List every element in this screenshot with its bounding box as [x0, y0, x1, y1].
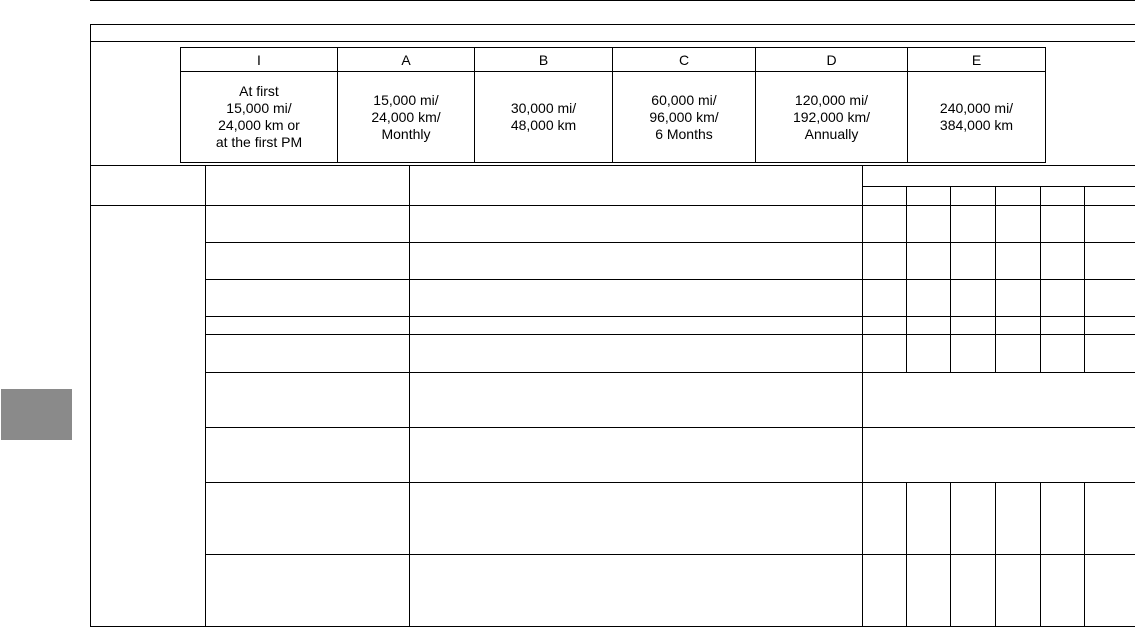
schedule-column-divider [1084, 482, 1085, 627]
top-rule [90, 0, 1135, 1]
column-divider [409, 165, 410, 627]
schedule-column-divider [906, 482, 907, 627]
schedule-column-divider [950, 482, 951, 627]
section-tab [1, 389, 72, 440]
schedule-column-divider [995, 482, 996, 627]
column-divider [205, 165, 206, 627]
legend-code-d: D [826, 51, 837, 68]
legend-interval-a: 15,000 mi/ 24,000 km/ Monthly [371, 91, 441, 142]
legend-code-a: A [401, 51, 411, 68]
legend-code-e: E [971, 51, 982, 68]
legend-bottom-divider [91, 165, 1135, 166]
schedule-legend [180, 47, 1046, 163]
legend-interval-e: 240,000 mi/ 384,000 km [939, 100, 1014, 133]
schedule-column-divider [950, 186, 951, 373]
schedule-column-divider [995, 186, 996, 373]
column-header-divider [91, 205, 1135, 206]
schedule-column-divider [1040, 482, 1041, 627]
column-divider [862, 165, 863, 627]
legend-interval-i: At first 15,000 mi/ 24,000 km or at the first PM [215, 83, 303, 150]
legend-interval-b: 30,000 mi/ 48,000 km [510, 100, 577, 133]
schedule-column-divider [1040, 186, 1041, 373]
legend-interval-c: 60,000 mi/ 96,000 km/ 6 Months [649, 91, 719, 142]
schedule-column-divider [1084, 186, 1085, 373]
legend-code-b: B [538, 51, 549, 68]
legend-interval-d: 120,000 mi/ 192,000 km/ Annually [792, 91, 871, 142]
legend-code-i: I [257, 51, 261, 68]
schedule-column-divider [906, 186, 907, 373]
row-divider [205, 427, 1135, 428]
legend-code-c: C [678, 51, 690, 68]
header-divider [91, 41, 1135, 42]
subheader-divider [862, 186, 1135, 187]
